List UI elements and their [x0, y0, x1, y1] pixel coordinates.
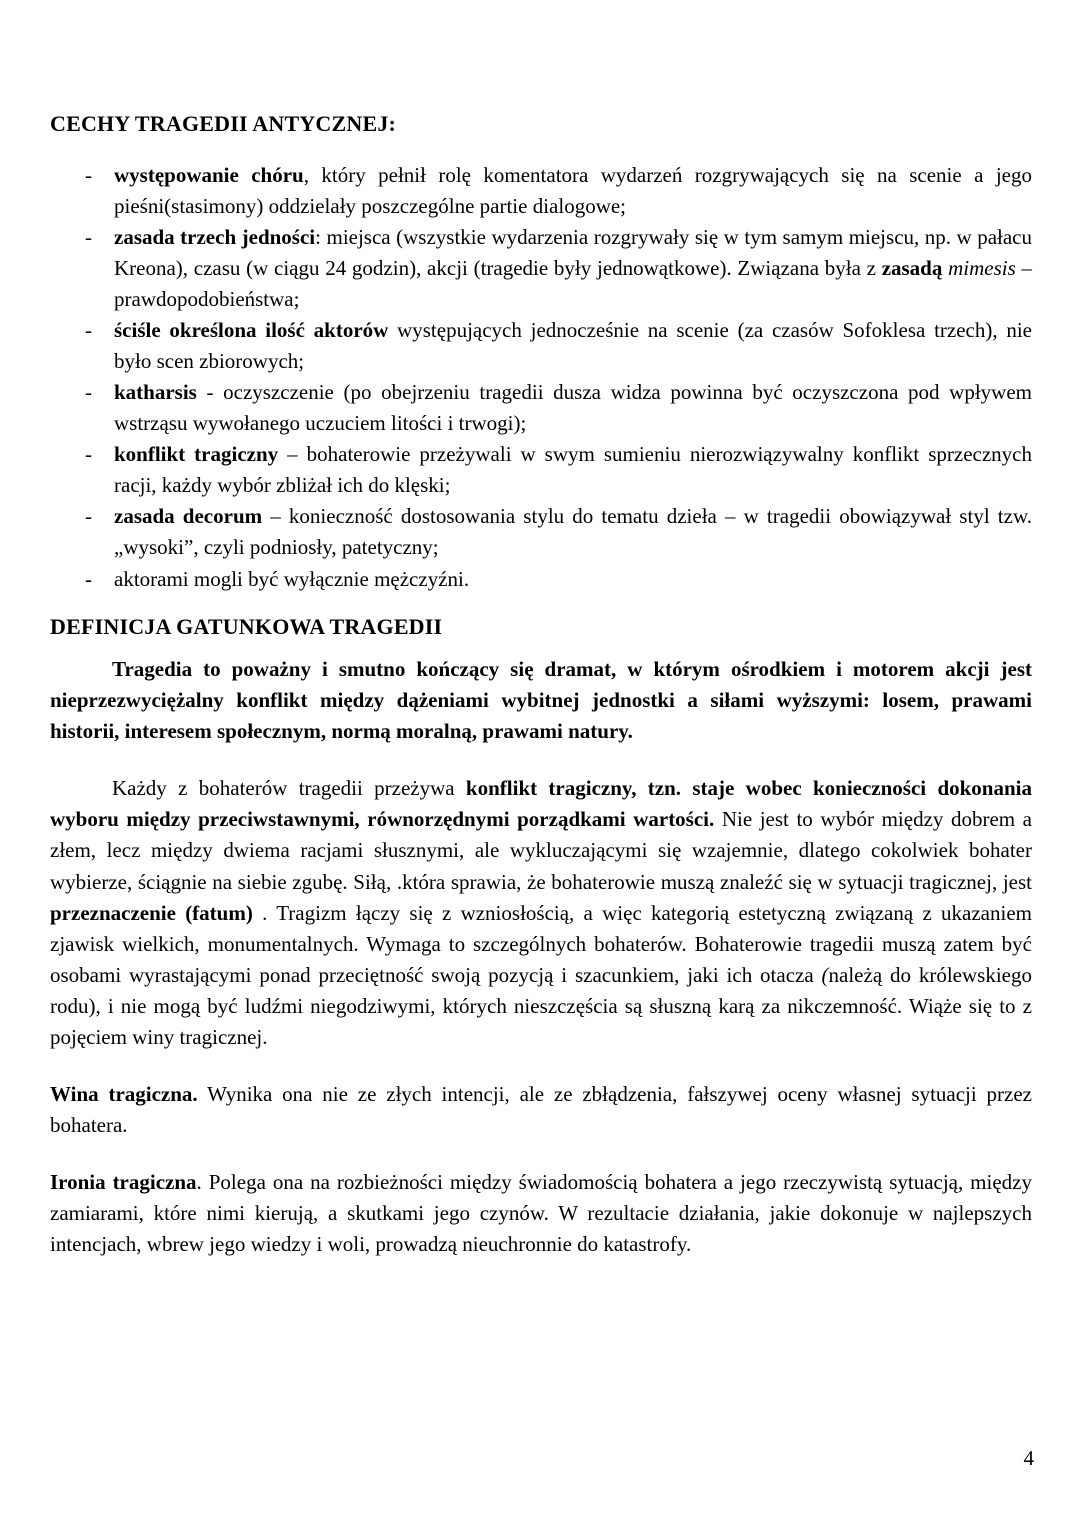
paragraph-italic-span: (	[821, 962, 829, 987]
feature-term: zasada trzech jedności	[114, 224, 316, 249]
bullet-dash-icon: -	[85, 162, 92, 187]
feature-text: aktorami mogli być wyłącznie mężczyźni.	[114, 566, 470, 591]
bullet-dash-icon: -	[85, 317, 92, 342]
bullet-dash-icon: -	[85, 504, 92, 529]
feature-term: katharsis	[114, 380, 197, 405]
list-item	[50, 315, 1032, 377]
feature-text: : miejsca (wszystkie wydarzenia rozgrywały się w tym samym miejscu, np. w pałacu Kreona), czasu (w ciągu 24 godzin), akcji (tragedie były jednowątkowe). Związana była z	[114, 224, 1032, 280]
paragraph-text: Wynika ona nie ze złych intencji, ale ze zbłądzenia, fałszywej oceny własnej sytuacji przez bohatera.	[50, 1082, 1033, 1138]
feature-text: , który pełnił rolę komentatora wydarzeń rozgrywających się na scenie a jego pieśni(stasimony) oddzielały poszczególne partie dialogowe;	[114, 162, 1032, 218]
paragraph-term: Wina tragiczna.	[50, 1082, 198, 1107]
feature-term: zasada decorum	[114, 504, 263, 529]
feature-text-secondary: – prawdopodobieństwa;	[114, 255, 1032, 311]
feature-term-secondary: zasadą	[881, 255, 949, 280]
feature-text: – bohaterowie przeżywali w swym sumieniu nierozwiązywalny konflikt sprzecznych racji, każdy wybór zbliżał ich do klęski;	[114, 442, 1032, 498]
tragedy-features-list	[50, 160, 1032, 595]
paragraph-text: należą do królewskiego rodu), i nie mogą być ludźmi niegodziwymi, których nieszczęścia są słuszną karą za nikczemność. Wiąże się to z pojęciem winy tragicznej.	[50, 962, 1032, 1049]
feature-text: - oczyszczenie (po obejrzeniu tragedii dusza widza powinna być oczyszczona pod wpływem wstrząsu wywołanego uczuciem litości i trwogi);	[114, 380, 1032, 436]
paragraph-text: . Tragizm łączy się z wzniosłością, a więc kategorią estetyczną związaną z ukazaniem zjawisk wielkich, monumentalnych. Wymaga to szczególnych bohaterów. Bohaterowie tragedii muszą zatem być osobami wyrastającymi ponad przeciętność swoją pozycją i szacunkiem, jaki ich otacza	[50, 900, 1032, 987]
list-item	[50, 377, 1032, 439]
section-title-definicja-gatunkowa: DEFINICJA GATUNKOWA TRAGEDII	[50, 613, 443, 639]
list-item	[50, 222, 1032, 315]
bullet-dash-icon: -	[85, 566, 92, 591]
paragraph-bold-span: przeznaczenie (fatum)	[50, 900, 253, 925]
paragraph-bold-span: konflikt tragiczny, tzn. staje wobec konieczności dokonania wyboru między przeciwstawnymi, równorzędnymi porządkami wartości.	[50, 776, 1032, 832]
document-body	[50, 110, 1032, 1260]
paragraph-text: Nie jest to wybór między dobrem a złem, lecz między dwiema racjami słusznymi, ale wykluczającymi się wzajemnie, dlatego cokolwiek bohater wybierze, ściągnie na siebie zgubę. Siłą, .która sprawia, że bohaterowie muszą znaleźć się w sytuacji tragicznej, jest	[50, 807, 1032, 894]
paragraph-term: Ironia tragiczna	[50, 1170, 197, 1195]
bullet-dash-icon: -	[85, 224, 92, 249]
feature-term: ściśle określona ilość aktorów	[114, 317, 389, 342]
list-item	[50, 439, 1032, 501]
feature-text: – konieczność dostosowania stylu do tematu dzieła – w tragedii obowiązywał styl tzw. „wysoki”, czyli podniosły, patetyczny;	[114, 504, 1032, 560]
tragic-conflict-paragraph	[50, 773, 1032, 1053]
page-title-cechy-tragedii: CECHY TRAGEDII ANTYCZNEJ:	[50, 111, 397, 136]
paragraph-text: . Polega ona na rozbieżności między świadomością bohatera a jego rzeczywistą sytuacją, między zamiarami, które nimi kierują, a skutkami jego czynów. W rezultacie działania, jakie dokonuje w najlepszych intencjach, wbrew jego wiedzy i woli, prowadzą nieuchronnie do katastrofy.	[50, 1170, 1032, 1257]
bullet-dash-icon: -	[85, 442, 92, 467]
page-number: 4	[1023, 1446, 1034, 1470]
tragic-guilt-paragraph	[50, 1079, 1032, 1141]
list-item	[50, 160, 1032, 222]
feature-term: występowanie chóru	[114, 162, 304, 187]
bullet-dash-icon: -	[85, 380, 92, 405]
paragraph-text: Każdy z bohaterów tragedii przeżywa	[112, 776, 466, 801]
definition-paragraph: Tragedia to poważny i smutno kończący się dramat, w którym ośrodkiem i motorem akcji jest nieprzezwyciężalny konflikt między dążeniami wybitnej jednostki a siłami wyższymi: losem, prawami historii, interesem społecznym, normą moralną, prawami natury.	[50, 657, 1032, 744]
tragic-irony-paragraph	[50, 1167, 1032, 1260]
list-item	[50, 501, 1032, 563]
feature-text: występujących jednocześnie na scenie (za czasów Sofoklesa trzech), nie było scen zbiorowych;	[114, 317, 1032, 373]
feature-italic-term: mimesis	[948, 255, 1016, 280]
feature-term: konflikt tragiczny	[114, 442, 279, 467]
list-item	[50, 564, 1032, 595]
